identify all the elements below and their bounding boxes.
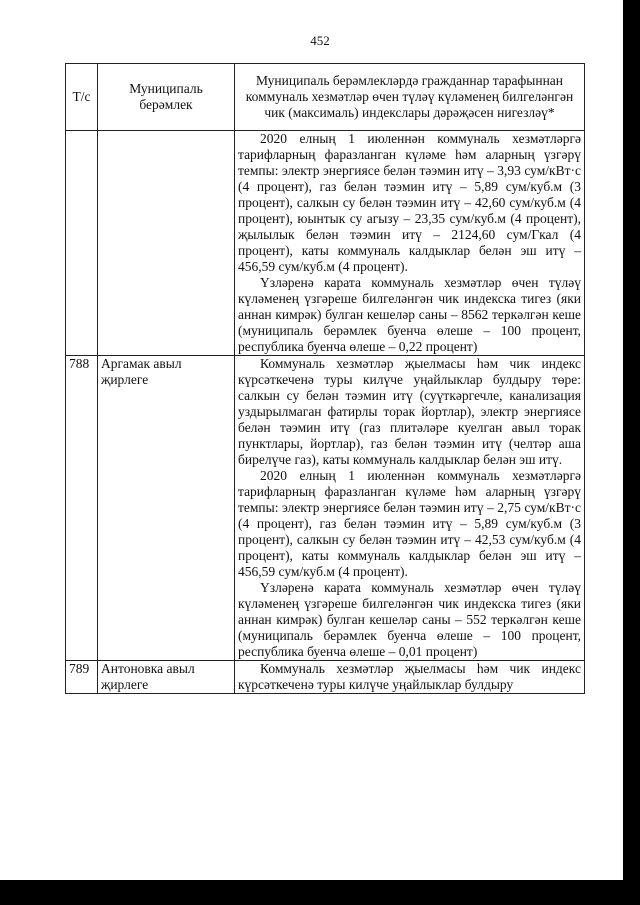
- paragraph: Үзләренә карата коммуналь хезмәтләр өчен түләү күләменең үзгәреше билгеләнгән чик индекска тигез (яки аннан кимрәк) булган кешеләр саны – 8562 теркәлгән кеше (муниципаль берәмлек буенча өлеше – 100 процент, республика буенча өлеше – 0,22 процент): [238, 275, 581, 354]
- table-header: [66, 64, 585, 131]
- table-row: [66, 356, 585, 661]
- scan-edge-bottom: [0, 880, 640, 905]
- row-number: 788: [66, 356, 98, 661]
- page-number: 452: [310, 33, 330, 48]
- header-number: Т/с: [66, 64, 98, 131]
- paragraph: 2020 елның 1 июленнән коммуналь хезмәтләргә тарифларның фаразланган күләме һәм аларның үзгәрү темпы: электр энергиясе белән тәэмин итү – 3,93 сум/кВт·с (4 процент), газ белән тәэмин итү – 5,89 сум/куб.м (3 процент), салкын су белән тәэмин итү – 42,60 сум/куб.м (4 процент), юынтык су агызу – 23,35 сум/куб.м (4 процент), җылылык белән тәэмин итү – 2124,60 сум/Гкал (4 процент), каты коммуналь калдыклар белән эш итү – 456,59 сум/куб.м (4 процент).: [238, 131, 581, 274]
- row-number: [66, 131, 98, 356]
- row-text: [235, 131, 585, 356]
- header-municipality: Муниципаль берәмлек: [98, 64, 235, 131]
- header-justification: Муниципаль берәмлекләрдә гражданнар тарафыннан коммуналь хезмәтләр өчен түләү күләменең билгеләнгән чик (максималь) индекслары дәрәҗәсен нигезләү*: [235, 64, 585, 131]
- row-text: [235, 356, 585, 661]
- paragraph: Коммуналь хезмәтләр җыелмасы һәм чик индекс күрсәткеченә туры килүче уңайлыклар булдыру: [238, 661, 581, 692]
- paragraph: Үзләренә карата коммуналь хезмәтләр өчен түләү күләменең үзгәреше билгеләнгән чик индекска тигез (яки аннан кимрәк) булган кешеләр саны – 552 теркәлгән кеше (муниципаль берәмлек буенча өлеше – 100 процент, республика буенча өлеше – 0,01 процент): [238, 580, 581, 659]
- table-row: [66, 661, 585, 694]
- row-number: 789: [66, 661, 98, 694]
- row-municipality: [98, 131, 235, 356]
- paragraph: 2020 елның 1 июленнән коммуналь хезмәтләргә тарифларның фаразланган күләме һәм аларның үзгәрү темпы: электр энергиясе белән тәэмин итү – 2,75 сум/кВт·с (4 процент), газ белән тәэмин итү – 5,89 сум/куб.м (3 процент), салкын су белән тәэмин итү – 42,53 сум/куб.м (4 процент), каты коммуналь калдыклар белән эш итү – 456,59 сум/куб.м (4 процент).: [238, 468, 581, 579]
- row-municipality: Аргамак авыл җирлеге: [98, 356, 235, 661]
- row-text: [235, 661, 585, 694]
- table-row: [66, 131, 585, 356]
- scan-edge-right: [623, 0, 640, 905]
- tariff-table: [65, 63, 585, 694]
- row-municipality: Антоновка авыл җирлеге: [98, 661, 235, 694]
- paragraph: Коммуналь хезмәтләр җыелмасы һәм чик индекс күрсәткеченә туры килүче уңайлыклар булдыру төре: салкын су белән тәэмин итү (суүткәргечле, канализация уздырылмаган фатирлы торак йортлар), электр энергиясе белән тәэмин итү (газ плитәләре куелган авыл торак пунктлары, йортлар), газ белән тәэмин итү (челтәр аша бирелүче газ), каты коммуналь калдыклар белән эш итү.: [238, 356, 581, 467]
